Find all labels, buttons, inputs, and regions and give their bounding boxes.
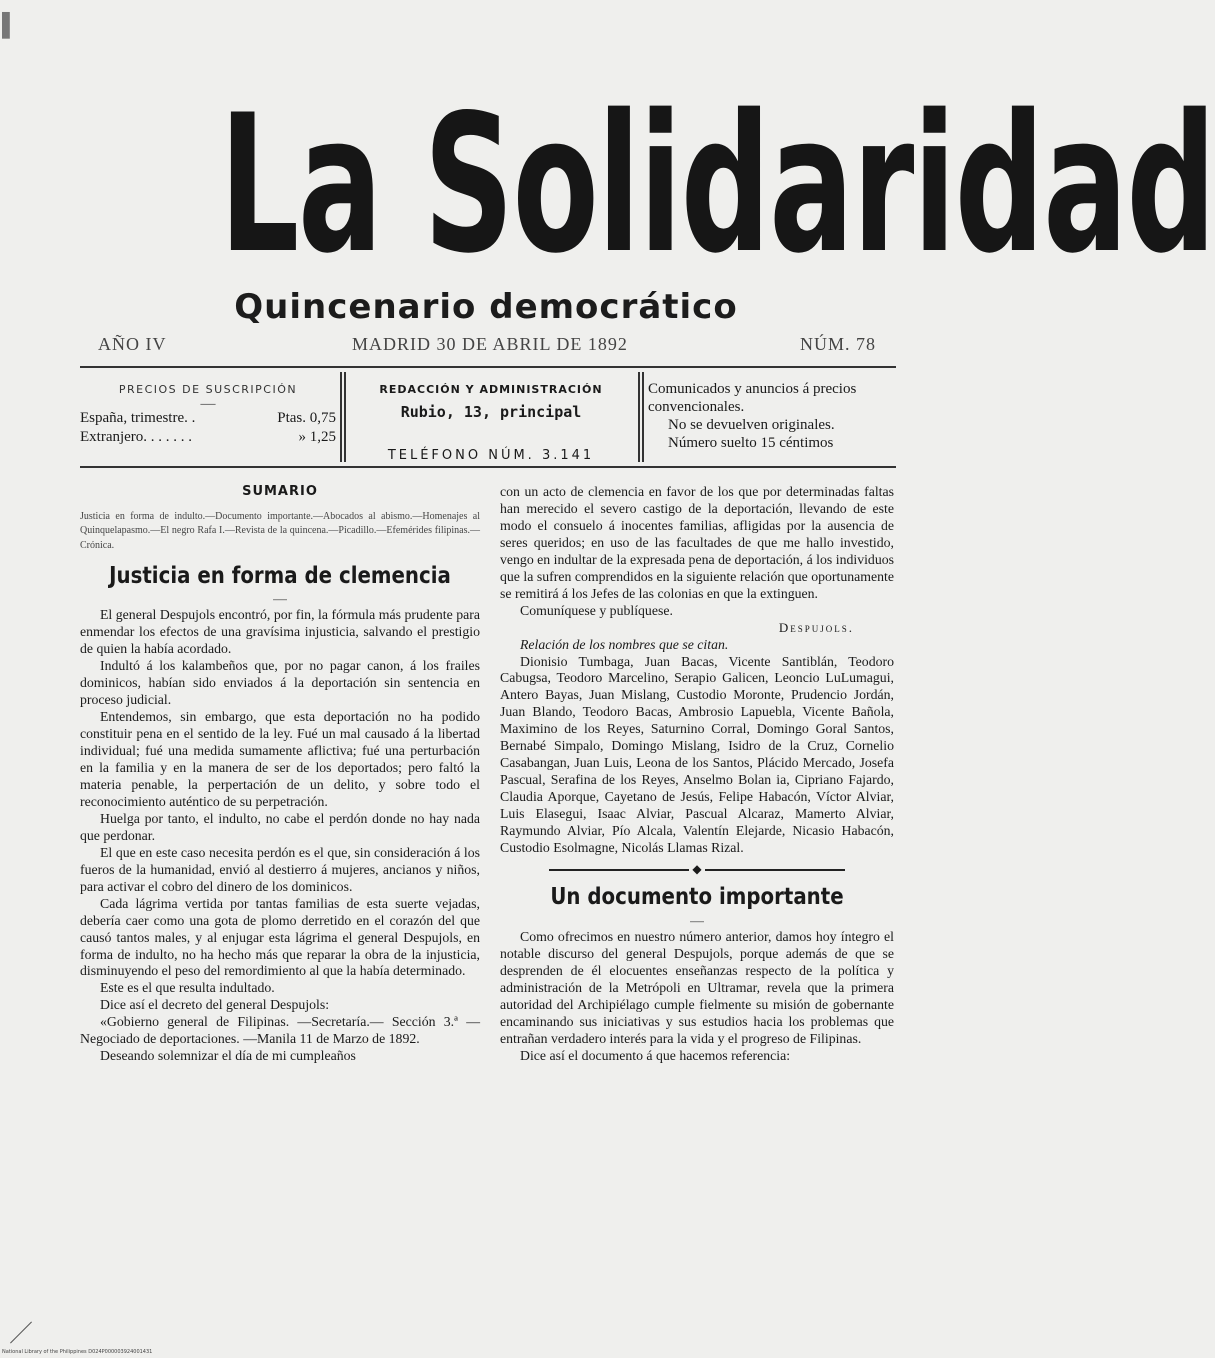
article-paragraph: Dice así el documento á que hacemos referencia: [520,1047,791,1063]
names-list: Dionisio Tumbaga, Juan Bacas, Vicente Santiblán, Teodoro Cabugsa, Teodoro Marcelino, Serapio Galicen, Leoncio LuLumagui, Antero Bayas, Juan Mislang, Custodio Moronte, Prudencio Jordán, Juan Blando, Teodoro Bacas, Ambrosio Lapuebla, Vicente Bañola, Maximino de los Reyes, Saturnino Corral, Domingo Goral Santos, Bernabé Simpalo, Domingo Mislang, Isidro de la Cruz, Cornelio Casabangan, Juan Luis, Leona de los Santos, Plácido Mercado, Josefa Pascual, Serafina de los Reyes, Anselmo Bolan ia, Cipriano Fajardo, Claudia Aporque, Cayetano de Jesús, Felipe Habacón, Víctor Alviar, Luis Elasegui, Isaac Alviar, Pascual Alcaraz, Mamerto Alviar, Raymundo Alviar, Pío Alcala, Valentín Elejarde, Nicasio Habacón, Custodio Esolmagne, Nicolás Llamas Rizal. [500,653,894,856]
article-title: Un documento importante [550,883,844,910]
redaccion-box [350,380,632,465]
sumario-text: Justicia en forma de indulto.—Documento importante.—Abocados al abismo.—Homenajes al Quinquelapasmo.—El negro Rafa I.—Revista de la quincena.—Picadillo.—Efemérides filipinas.—Crónica. [80,510,480,551]
price-value: » 1,25 [298,429,336,445]
header-divider-left-double [344,372,346,462]
subscription-box [80,380,336,447]
decree-signature: Despujols. [778,619,854,635]
article-paragraph: Dice así el decreto del general Despujols: [100,997,330,1013]
redaccion-address: Rubio, 13, principal [400,403,582,421]
price-label: Extranjero. . . . . . . [80,429,193,445]
anuncios-box [648,380,896,452]
relacion-title: Relación de los nombres que se citan. [520,636,729,652]
issue-number: NÚM. 78 [800,334,877,354]
header-divider-right [638,372,640,462]
anuncios-line: Número suelto 15 céntimos [668,435,834,451]
article-paragraph: El general Despujols encontró, por fin, la fórmula más prudente para enmendar los efectos de una gravísima injusticia, salvando el prestigio de quien la había acordado. [80,607,480,657]
price-row [80,428,336,447]
price-label: España, trimestre. . [80,410,196,426]
anuncios-line: Comunicados y anuncios á precios convencionales. [648,381,857,415]
article-paragraph: «Gobierno general de Filipinas. —Secretaría.— Sección 3.ª —Negociado de deportaciones. —Manila 11 de Marzo de 1892. [80,1014,480,1047]
article-paragraph: Cada lágrima vertida por tantas familias de esta suerte vejadas, debería caer como una gota de plomo derretido en el corazón del que causó tantos males, y al enjugar esta lágrima el general Despujols, en forma de indulto, no ha hecho más que reparar la obra de la injusticia, disminuyendo el peso del remordimiento al que la había determinado. [80,895,480,979]
column-right [500,484,894,1065]
title-dash: — [690,912,704,928]
issue-date: MADRID 30 DE ABRIL DE 1892 [352,334,628,354]
footer-credit: National Library of the Philippines D024P000003924001431 [2,1349,153,1355]
article-paragraph: Indultó á los kalambeños que, por no pagar canon, á los frailes dominicos, habían sido enviados á la deportación sin sentencia en proceso judicial. [80,658,480,708]
header-rule-top [80,366,896,368]
article-paragraph: Entendemos, sin embargo, que esta deportación no ha podido constituir pena en el sentido de la ley. Fué un mal causado á la libertad individual; fué una medida sumamente aflictiva; fué una perturbación en la familia y en la manera de ser de los deportados; pero faltó la materia penable, la perpertación de un delito, y sobre todo el reconocimiento auténtico de su perpetración. [80,709,480,809]
article-paragraph: El que en este caso necesita perdón es el que, sin consideración á los fueros de la humanidad, envió al destierro á mujeres, ancianos y niños, para activar el cobro del dinero de los dominicos. [80,844,480,894]
page-corner-mark: ▌ [2,12,18,37]
article-paragraph: Como ofrecimos en nuestro número anterior, damos hoy íntegro el notable discurso del general Despujols, porque además de que se desprenden de él elocuentes enseñanzas respecto de la política y administración de la Metrópoli en Ultramar, revela que la primera autoridad del Archipiélago cumple fielmente su misión de gobernante encaminando sus iniciativas y sus estudios hacia los problemas que entrañan verdadero interés para la vida y el progreso de Filipinas. [500,928,894,1046]
section-ornament: ◆ [500,861,894,877]
header-rule-bottom [80,466,896,468]
masthead-title: La Solidaridad [219,74,1215,295]
subscription-header: PRECIOS DE SUSCRIPCIÓN [118,383,298,396]
article-paragraph: Huelga por tanto, el indulto, no cabe el perdón donde no hay nada que perdonar. [80,810,480,843]
article-paragraph: Deseando solemnizar el día de mi cumpleaños [100,1048,356,1064]
redaccion-header: REDACCIÓN Y ADMINISTRACIÓN [379,383,603,396]
article-paragraph: con un acto de clemencia en favor de los que por determinadas faltas han merecido el severo castigo de la deportación, llevando de este modo el consuelo á inocentes familias, afligidas por la ausencia de seres queridos; en uso de las facultades de que me hallo investido, vengo en indultar de la expresada pena de deportación, á los individuos que la sufren comprendidos en la siguiente relación que oportunamente se remitirá á los Jefes de las colonias en que la extinguen. [500,484,894,601]
header-divider-left [340,372,342,462]
article-title: Justicia en forma de clemencia [109,563,451,590]
issue-year: AÑO IV [98,334,167,354]
article-paragraph: Comuníquese y publíquese. [520,602,673,618]
title-dash: — [273,591,287,607]
subscription-dash: — [200,396,216,412]
sumario-title: SUMARIO [242,484,318,499]
masthead-subtitle: Quincenario democrático [234,287,738,327]
anuncios-line: No se devuelven originales. [668,417,835,433]
redaccion-phone: TELÉFONO NÚM. 3.141 [387,448,595,463]
article-paragraph: Este es el que resulta indultado. [100,980,275,996]
column-left [80,484,480,1065]
price-value: Ptas. 0,75 [277,410,336,426]
header-divider-right-double [642,372,644,462]
pen-mark [10,1322,32,1344]
